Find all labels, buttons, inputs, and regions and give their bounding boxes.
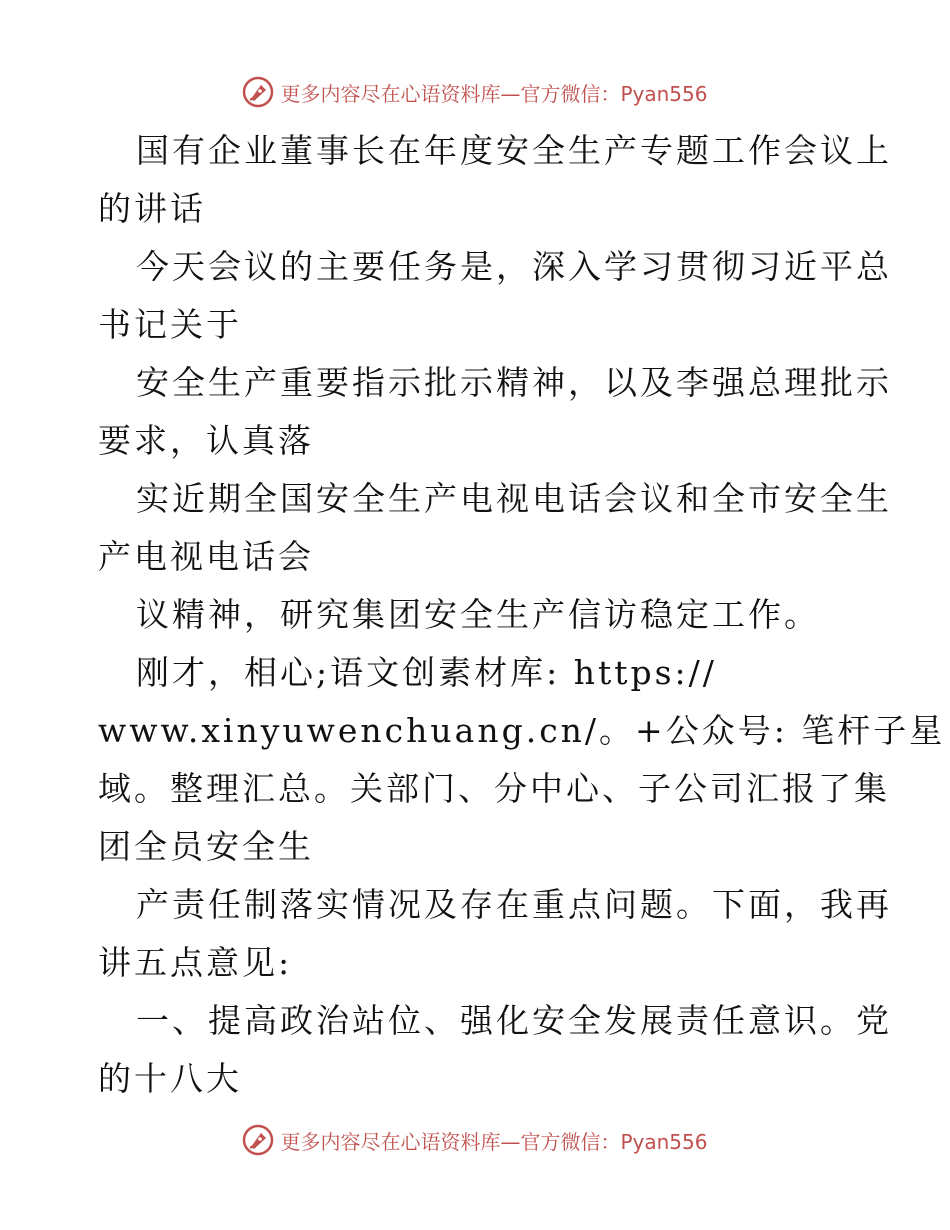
document-line: 议精神，研究集团安全生产信访稳定工作。 <box>136 595 820 634</box>
header-banner-text: 更多内容尽在心语资料库—官方微信：Pyan556 <box>280 81 708 106</box>
document-line: 域。整理汇总。关部门、分中心、子公司汇报了集 <box>98 769 890 808</box>
document-line: 的十八大 <box>98 1059 242 1098</box>
document-line: 讲五点意见: <box>98 943 293 982</box>
document-line: 的讲话 <box>98 189 206 228</box>
document-line: 今天会议的主要任务是，深入学习贯彻习近平总 <box>136 247 892 286</box>
header-banner <box>0 72 950 112</box>
document-line: 安全生产重要指示批示精神，以及李强总理批示 <box>136 363 892 402</box>
document-line: 产责任制落实情况及存在重点问题。下面，我再 <box>136 885 892 924</box>
document-line: 要求，认真落 <box>98 421 314 460</box>
document-line: 国有企业董事长在年度安全生产专题工作会议上 <box>136 131 892 170</box>
document-line: www.xinyuwenchuang.cn/。+公众号: 笔杆子星 <box>98 711 946 750</box>
document-line: 产电视电话会 <box>98 537 314 576</box>
document-line: 一、提高政治站位、强化安全发展责任意识。党 <box>136 1001 892 1040</box>
pen-nib-logo-icon <box>242 76 274 108</box>
pen-nib-logo-icon <box>242 1124 274 1156</box>
document-line: 实近期全国安全生产电视电话会议和全市安全生 <box>136 479 892 518</box>
document-line: 刚才，相心;语文创素材库: https:// <box>136 653 717 692</box>
footer-banner <box>0 1120 950 1160</box>
document-body <box>98 122 946 1108</box>
document-line: 团全员安全生 <box>98 827 314 866</box>
document-line: 书记关于 <box>98 305 242 344</box>
footer-banner-text: 更多内容尽在心语资料库—官方微信：Pyan556 <box>280 1129 708 1154</box>
